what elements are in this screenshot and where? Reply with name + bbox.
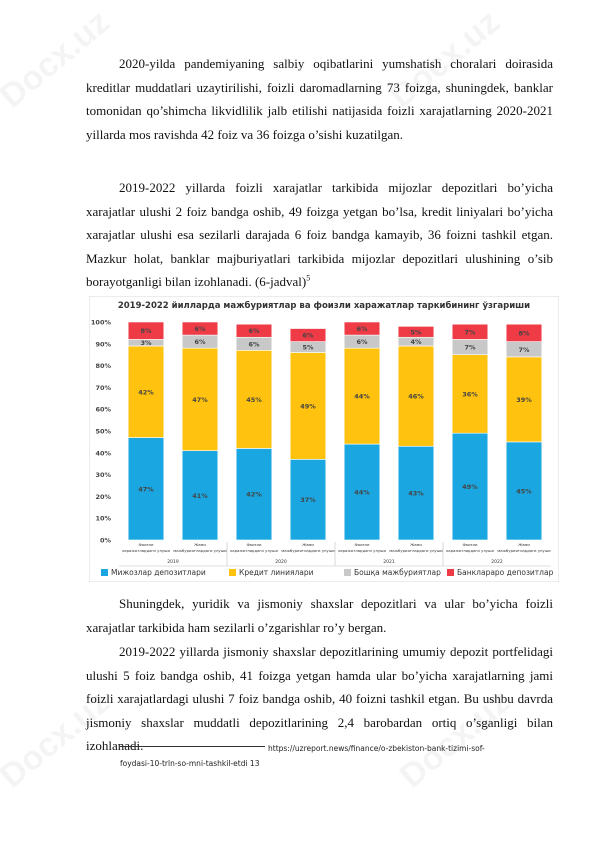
- paragraph-2-text: 2019-2022 yillarda foizli xarajatlar tarkibida mijozlar depozitlari bo’yicha xarajatlar ulushi 2 foiz bandga oshib, 49 foizga yetgan bo’lsa, kredit liniyalari bo’yicha xarajatlar ulushi esa sezilarli darajada 6 foiz bandga kamayib, 36 foizni tashkil etgan. Mazkur holat, banklar majburiyatlari tarkibida mijozlar depozitlari ulushining o’sib borayotganligi bilan izohlanadi. (6-jadval): [86, 180, 553, 290]
- data-label: 47%: [192, 395, 208, 404]
- data-label: 6%: [356, 325, 368, 334]
- footnote-divider: [120, 746, 265, 747]
- footnote-line-2: [120, 759, 259, 768]
- x-tick-label: мажбуриятлардаги улуши: [173, 548, 227, 553]
- data-label: 49%: [462, 483, 478, 492]
- y-tick-label: 90%: [95, 340, 111, 349]
- x-tick-label: Фоизли: [246, 542, 262, 547]
- legend-swatch: [344, 569, 351, 576]
- group-year-label: 2020: [275, 560, 287, 565]
- x-tick-label: мажбуриятлардаги улуши: [281, 548, 335, 553]
- x-tick-label: Жами: [302, 542, 314, 547]
- data-label: 6%: [194, 338, 206, 347]
- y-tick-label: 40%: [95, 449, 111, 458]
- y-tick-label: 20%: [95, 492, 111, 501]
- legend-label: Банклараро депозитлар: [457, 568, 554, 577]
- y-tick-label: 60%: [95, 405, 111, 414]
- x-tick-label: Фоизли: [138, 542, 154, 547]
- x-tick-label: харажатлардаги улуши: [122, 548, 170, 553]
- data-label: 46%: [408, 392, 424, 401]
- legend-label: Бошқа мажбуриятлар: [354, 568, 441, 577]
- x-tick-label: Жами: [518, 542, 530, 547]
- data-label: 42%: [138, 388, 154, 397]
- y-tick-label: 0%: [99, 536, 111, 545]
- data-label: 6%: [248, 340, 260, 349]
- chart-svg: [89, 296, 559, 582]
- y-tick-label: 10%: [95, 514, 111, 523]
- y-tick-label: 30%: [95, 471, 111, 480]
- footnote-link[interactable]: https://uzreport.news/finance/o-zbekiston-bank-tizimi-sof-: [268, 744, 485, 753]
- data-label: 5%: [302, 343, 314, 352]
- data-label: 7%: [464, 343, 476, 352]
- data-label: 5%: [410, 328, 422, 337]
- legend-swatch: [101, 569, 108, 576]
- legend-label: Кредит линиялари: [239, 568, 314, 577]
- x-tick-label: мажбуриятлардаги улуши: [389, 548, 443, 553]
- group-year-label: 2019: [167, 560, 179, 565]
- y-tick-label: 100%: [90, 318, 111, 327]
- data-label: 41%: [192, 491, 208, 500]
- y-tick-label: 70%: [95, 383, 111, 392]
- data-label: 7%: [518, 345, 530, 354]
- legend-swatch: [447, 569, 454, 576]
- data-label: 7%: [464, 328, 476, 337]
- data-label: 3%: [140, 339, 152, 348]
- group-year-label: 2022: [491, 560, 503, 565]
- paragraph-2: [86, 176, 553, 294]
- paragraph-3-text: Shuningdek, yuridik va jismoniy shaxslar depozitlari va ular bo’yicha foizli xarajatlar tarkibida ham sezilarli o’zgarishlar ro’y bergan.: [86, 596, 553, 635]
- data-label: 6%: [194, 325, 206, 334]
- data-label: 6%: [302, 331, 314, 340]
- data-label: 45%: [246, 395, 262, 404]
- data-label: 44%: [354, 488, 370, 497]
- data-label: 36%: [462, 390, 478, 399]
- paragraph-4: [86, 640, 553, 758]
- data-label: 8%: [140, 327, 152, 336]
- footnote-link-cont[interactable]: foydasi-10-trln-so-mni-tashkil-etdi 13: [120, 759, 260, 768]
- data-label: 6%: [248, 327, 260, 336]
- group-year-label: 2021: [383, 560, 395, 565]
- paragraph-4-text: 2019-2022 yillarda jismoniy shaxslar depozitlarining umumiy depozit portfelidagi ulushi 5 foiz bandga oshib, 41 foizga yetgan hamda ular bo’yicha xarajatlarning jami foizli xarajatlardagi ulushi 7 foiz bandga oshib, 40 foizni tashkil etgan. Bu ushbu davrda jismoniy shaxslar muddatli depozitlarining 2,4 barobardan ortiq o’sganligi bilan izohlanadi.: [86, 644, 553, 754]
- data-label: 39%: [516, 395, 532, 404]
- data-label: 43%: [408, 489, 424, 498]
- x-tick-label: мажбуриятлардаги улуши: [497, 548, 551, 553]
- y-tick-label: 50%: [95, 427, 111, 436]
- stacked-bar-chart: [89, 296, 559, 582]
- legend-label: Мижозлар депозитлари: [111, 568, 206, 577]
- data-label: 8%: [518, 329, 530, 338]
- footnote-line-1: [268, 744, 485, 753]
- data-label: 4%: [410, 338, 422, 347]
- x-tick-label: Фоизли: [354, 542, 370, 547]
- x-tick-label: харажатлардаги улуши: [446, 548, 494, 553]
- x-tick-label: харажатлардаги улуши: [338, 548, 386, 553]
- legend-swatch: [229, 569, 236, 576]
- x-tick-label: харажатлардаги улуши: [230, 548, 278, 553]
- data-label: 6%: [356, 338, 368, 347]
- data-label: 42%: [246, 490, 262, 499]
- data-label: 45%: [516, 487, 532, 496]
- chart-title: 2019-2022 йилларда мажбуриятлар ва фоизли харажатлар таркибининг ўзгариши: [117, 301, 531, 311]
- paragraph-1: [86, 52, 553, 146]
- x-tick-label: Жами: [194, 542, 206, 547]
- data-label: 49%: [300, 402, 316, 411]
- x-tick-label: Фоизли: [462, 542, 478, 547]
- paragraph-1-text: 2020-yilda pandemiyaning salbiy oqibatlarini yumshatish choralari doirasida kreditlar muddatlari uzaytirilishi, foizli daromadlarning 73 foizga, shuningdek, banklar tomonidan qo’shimcha likvidlilik jalb etilishi natijasida foizli xarajatlarning 2020-2021 yillarda mos ravishda 42 foiz va 36 foizga o’sishi kuzatilgan.: [86, 56, 553, 142]
- paragraph-3: [86, 592, 553, 639]
- data-label: 47%: [138, 485, 154, 494]
- y-tick-label: 80%: [95, 362, 111, 371]
- data-label: 44%: [354, 392, 370, 401]
- footnote-ref: 5: [306, 274, 311, 284]
- data-label: 37%: [300, 496, 316, 505]
- x-tick-label: Жами: [410, 542, 422, 547]
